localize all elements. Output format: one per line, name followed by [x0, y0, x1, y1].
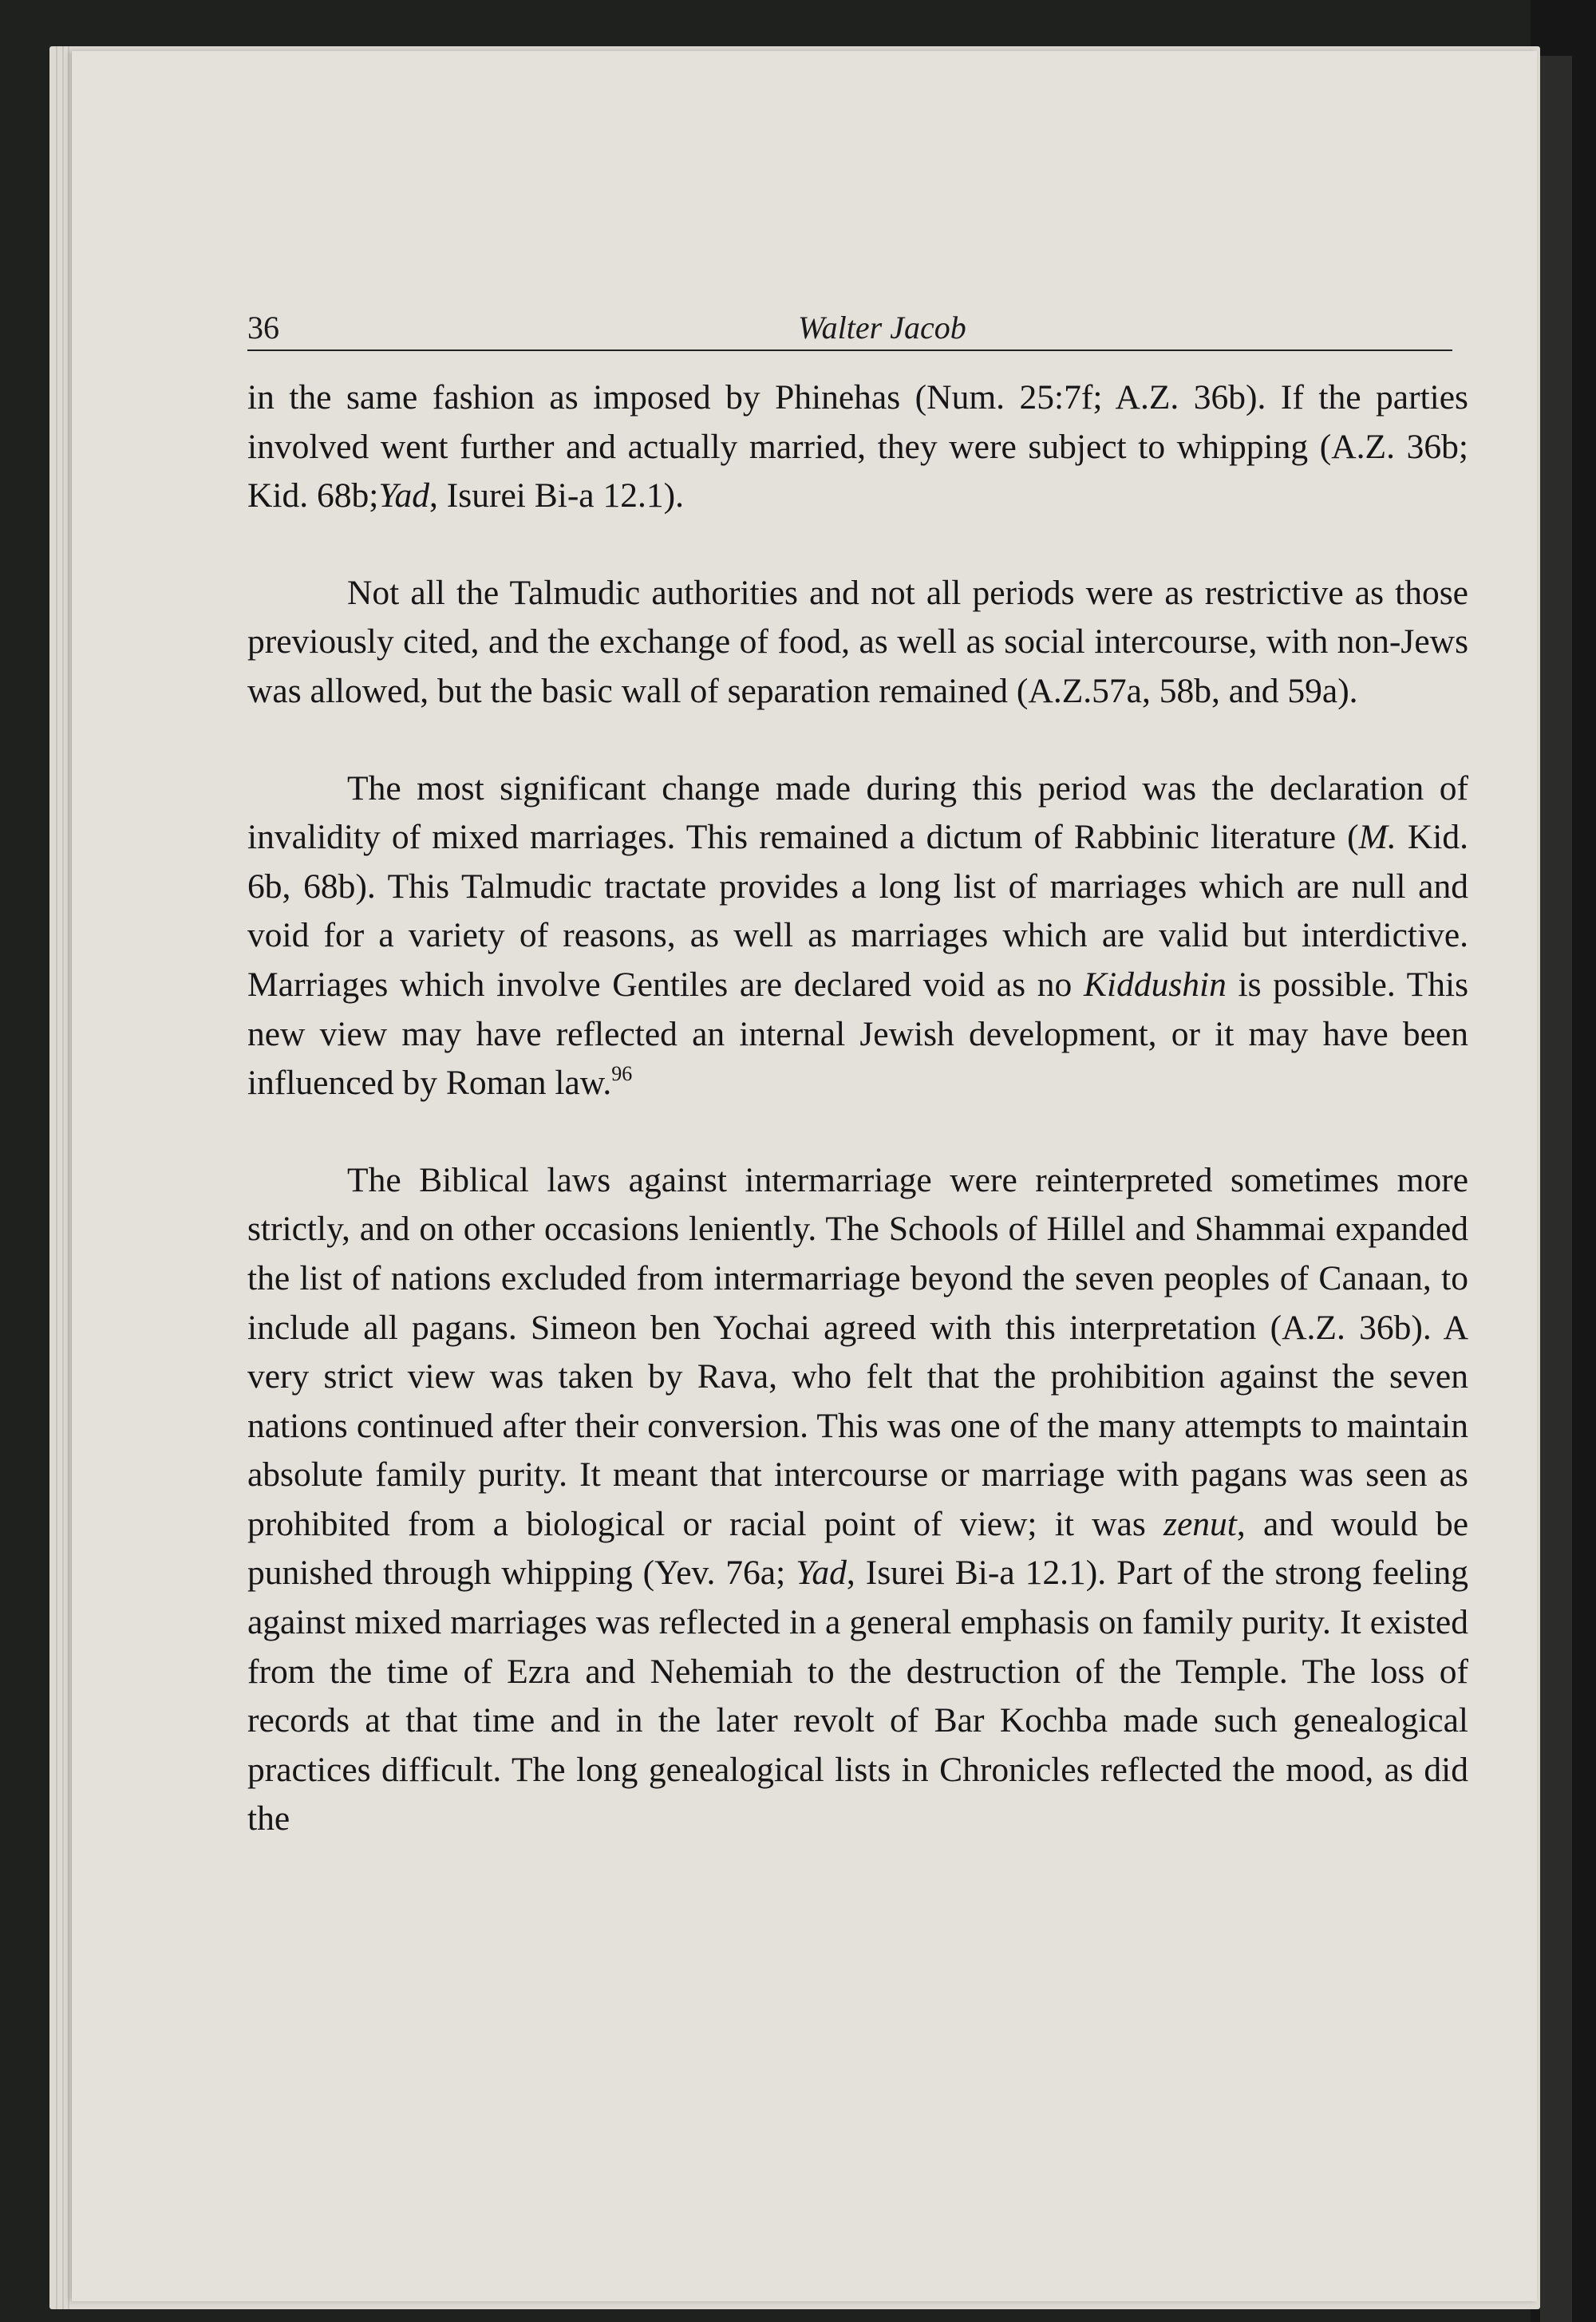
paragraph: [247, 373, 1468, 521]
italic-text: Yad: [796, 1554, 847, 1593]
text-run: The most significant change made during this period was the declaration of invalidity of mixed marriages. This remained a dictum of Rabbinic literature (: [247, 768, 1468, 857]
paragraph: [247, 1156, 1468, 1844]
body-text: [247, 373, 1468, 1844]
text-run: , Isurei Bi-a 12.1). Part of the strong feeling against mixed marriages was reflected in a general emphasis on family purity. It existed from the time of Ezra and Nehemiah to the destruction of the Temple. The loss of records at that time and in the later revolt of Bar Kochba made such genealogical practices difficult. The long genealogical lists in Chronicles reflected the mood, as did the: [247, 1554, 1468, 1838]
footnote-ref: 96: [611, 1061, 633, 1085]
page-number: 36: [247, 310, 279, 346]
page-edge-line: [68, 46, 69, 2309]
text-run: is possible. This new view may have reflected an internal Jewish development, or it may have been influenced by Roman law.: [247, 965, 1469, 1103]
text-run: , and would be punished through whipping (Yev. 76a;: [247, 1504, 1468, 1593]
paragraph: [247, 569, 1468, 717]
next-page-edge: [1540, 56, 1572, 2322]
text-run: Not all the Talmudic authorities and not all periods were as restrictive as those previously cited, and the exchange of food, as well as social intercourse, with non-Jews was allowed, but the basic wall of separation remained (A.Z.57a, 58b, and 59a).: [247, 573, 1468, 710]
page-edge-line: [62, 46, 64, 2309]
italic-text: Yad: [378, 476, 430, 515]
page-edge-line: [56, 46, 57, 2309]
text-run: The Biblical laws against intermarriage were reinterpreted sometimes more strictly, and on other occasions leniently. The Schools of Hillel and Shammai expanded the list of nations excluded from intermarriage beyond the seven peoples of Canaan, to include all pagans. Simeon ben Yochai agreed with this interpretation (A.Z. 36b). A very strict view was taken by Rava, who felt that the prohibition against the seven nations continued after their conversion. This was one of the many attempts to maintain absolute family purity. It meant that intercourse or marriage with pagans was seen as prohibited from a biological or racial point of view; it was: [247, 1160, 1468, 1543]
italic-text: M.: [1358, 818, 1396, 857]
italic-text: Kiddushin: [1083, 965, 1227, 1004]
paragraph: [247, 764, 1468, 1108]
text-run: Kid. 6b, 68b). This Talmudic tractate provides a long list of marriages which are null and void for a variety of reasons, as well as marriages which are valid but interdictive. Marriages which involve Gentiles are declared void as no: [247, 818, 1468, 1004]
running-head: Walter Jacob: [798, 310, 966, 346]
page-header: [247, 305, 1452, 351]
text-run: , Isurei Bi-a 12.1).: [429, 476, 684, 515]
italic-text: zenut: [1163, 1504, 1237, 1543]
text-run: in the same fashion as imposed by Phinehas (Num. 25:7f; A.Z. 36b). If the parties involved went further and actually married, they were subject to whipping (A.Z. 36b; Kid. 68b;: [247, 378, 1468, 515]
